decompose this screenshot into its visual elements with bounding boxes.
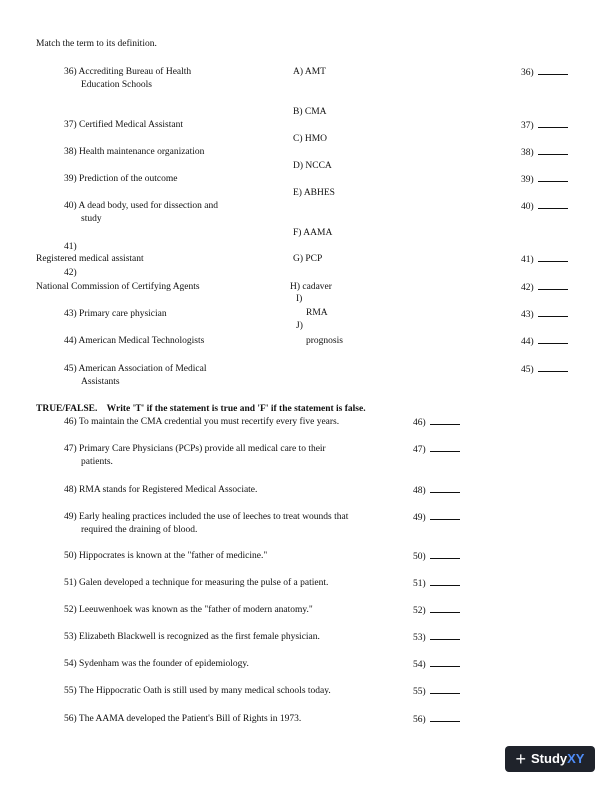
item-text: Prediction of the outcome <box>79 174 178 184</box>
item-number: 47) <box>64 444 77 454</box>
item-text: American Medical Technologists <box>78 336 205 346</box>
tf-item-46 <box>64 416 339 428</box>
item-text: Health maintenance organization <box>79 147 205 157</box>
item-text-continued: study <box>81 214 102 224</box>
option-i-text: RMA <box>306 308 328 318</box>
answer-36[interactable]: 36) <box>521 66 568 79</box>
option-b: B) CMA <box>293 107 327 117</box>
tf-answer-49[interactable]: 49) <box>413 511 460 524</box>
answer-44[interactable]: 44) <box>521 335 568 348</box>
item-number: 49) <box>64 512 77 522</box>
item-number: 39) <box>64 174 77 184</box>
tf-item-52 <box>64 604 313 616</box>
tf-answer-50[interactable]: 50) <box>413 550 460 563</box>
tf-item-49 <box>64 511 348 523</box>
tf-item-54 <box>64 658 249 670</box>
option-j-text: prognosis <box>306 336 343 346</box>
tf-item-47 <box>64 443 326 455</box>
tf-item-50 <box>64 550 267 562</box>
option-c: C) HMO <box>293 134 328 144</box>
tf-answer-46[interactable]: 46) <box>413 416 460 429</box>
match-item-36 <box>64 66 191 78</box>
match-item-40 <box>64 200 218 212</box>
item-number: 50) <box>64 551 77 561</box>
item-number: 52) <box>64 605 77 615</box>
item-text: American Association of Medical <box>78 364 207 374</box>
item-number: 44) <box>64 336 77 346</box>
item-text: Hippocrates is known at the "father of medicine." <box>79 551 268 561</box>
item-text: To maintain the CMA credential you must recertify every five years. <box>78 417 340 427</box>
item-text: Certified Medical Assistant <box>79 120 183 130</box>
option-f: F) AAMA <box>293 228 333 238</box>
item-number: 53) <box>64 632 77 642</box>
item-number: 51) <box>64 578 77 588</box>
match-item-39 <box>64 173 177 185</box>
item-text: A dead body, used for dissection and <box>78 201 219 211</box>
option-d: D) NCCA <box>293 161 332 171</box>
plus-icon: + <box>515 749 527 769</box>
item-text-continued: Assistants <box>81 377 120 387</box>
option-h: H) cadaver <box>290 282 332 292</box>
item-number: 37) <box>64 120 77 130</box>
item-text: National Commission of Certifying Agents <box>36 282 200 292</box>
item-text: Registered medical assistant <box>36 254 144 264</box>
match-item-43 <box>64 308 167 320</box>
option-e: E) ABHES <box>293 188 335 198</box>
answer-37[interactable]: 37) <box>521 119 568 132</box>
item-text-continued: required the draining of blood. <box>81 525 198 535</box>
tf-answer-47[interactable]: 47) <box>413 443 460 456</box>
item-number: 38) <box>64 147 77 157</box>
tf-item-48 <box>64 484 257 496</box>
tf-answer-52[interactable]: 52) <box>413 604 460 617</box>
item-text: Primary care physician <box>79 309 167 319</box>
item-number: 43) <box>64 309 77 319</box>
answer-43[interactable]: 43) <box>521 308 568 321</box>
item-text: The AAMA developed the Patient's Bill of Rights in 1973. <box>78 714 302 724</box>
item-number: 56) <box>64 714 77 724</box>
tf-answer-51[interactable]: 51) <box>413 577 460 590</box>
item-text: Accrediting Bureau of Health <box>78 67 192 77</box>
brand-prefix: Study <box>531 751 568 766</box>
tf-item-53 <box>64 631 320 643</box>
answer-41[interactable]: 41) <box>521 253 568 266</box>
match-instructions: Match the term to its definition. <box>36 39 157 49</box>
tf-item-56 <box>64 713 301 725</box>
item-number: 46) <box>64 417 77 427</box>
tf-answer-54[interactable]: 54) <box>413 658 460 671</box>
match-item-45 <box>64 363 206 375</box>
tf-item-55 <box>64 685 331 697</box>
option-g: G) PCP <box>293 254 323 264</box>
tf-item-51 <box>64 577 328 589</box>
item-text: RMA stands for Registered Medical Associate. <box>79 485 258 495</box>
item-text: Galen developed a technique for measuring the pulse of a patient. <box>79 578 329 588</box>
tf-answer-53[interactable]: 53) <box>413 631 460 644</box>
match-item-37 <box>64 119 183 131</box>
item-text: Leeuwenhoek was known as the "father of modern anatomy." <box>79 605 313 615</box>
option-i-letter: I) <box>296 294 303 304</box>
match-item-38 <box>64 146 204 158</box>
answer-42[interactable]: 42) <box>521 281 568 294</box>
item-number: 41) <box>64 242 77 252</box>
item-text-continued: Education Schools <box>81 80 152 90</box>
tf-answer-48[interactable]: 48) <box>413 484 460 497</box>
item-text: The Hippocratic Oath is still used by many medical schools today. <box>78 686 331 696</box>
match-item-44 <box>64 335 204 347</box>
tf-answer-56[interactable]: 56) <box>413 713 460 726</box>
answer-39[interactable]: 39) <box>521 173 568 186</box>
item-text: Early healing practices included the use of leeches to treat wounds that <box>79 512 349 522</box>
option-j-letter: J) <box>296 321 303 331</box>
brand-suffix: XY <box>567 751 585 766</box>
item-number: 54) <box>64 659 77 669</box>
option-a: A) AMT <box>293 67 326 77</box>
item-number: 45) <box>64 364 77 374</box>
answer-40[interactable]: 40) <box>521 200 568 213</box>
item-number: 55) <box>64 686 77 696</box>
item-text: Sydenham was the founder of epidemiology. <box>79 659 249 669</box>
studyxy-logo[interactable] <box>505 746 595 772</box>
item-number: 48) <box>64 485 77 495</box>
item-text-continued: patients. <box>81 457 113 467</box>
answer-45[interactable]: 45) <box>521 363 568 376</box>
item-text: Elizabeth Blackwell is recognized as the first female physician. <box>79 632 320 642</box>
tf-answer-55[interactable]: 55) <box>413 685 460 698</box>
item-number: 36) <box>64 67 77 77</box>
item-text: Primary Care Physicians (PCPs) provide all medical care to their <box>79 444 326 454</box>
tf-header: TRUE/FALSE. Write 'T' if the statement is true and 'F' if the statement is false. <box>36 404 366 414</box>
item-number: 42) <box>64 268 77 278</box>
item-number: 40) <box>64 201 77 211</box>
answer-38[interactable]: 38) <box>521 146 568 159</box>
